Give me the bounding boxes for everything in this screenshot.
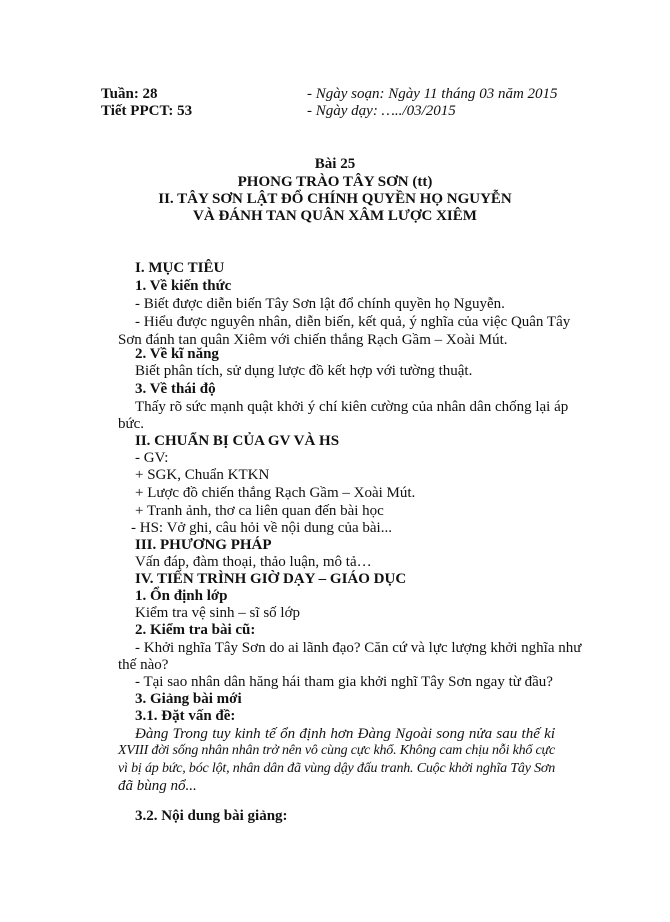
week-label: Tuần: 28	[101, 86, 158, 102]
part-title-line1: II. TÂY SƠN LẬT ĐỔ CHÍNH QUYỀN HỌ NGUYỄN	[158, 191, 512, 207]
list-item: + SGK, Chuẩn KTKN	[135, 467, 270, 483]
section-2-heading: II. CHUẨN BỊ CỦA GV VÀ HS	[135, 433, 340, 449]
paragraph: Đàng Trong tuy kinh tế ổn định hơn Đàng Ngoài song nửa sau thế kỉ	[135, 726, 555, 742]
list-item: + Tranh ảnh, thơ ca liên quan đến bài học	[135, 503, 384, 519]
list-item: - GV:	[135, 450, 169, 466]
paragraph: thế nào?	[118, 657, 169, 673]
paragraph: - Tại sao nhân dân hăng hái tham gia khởi nghĩ Tây Sơn ngay từ đầu?	[135, 674, 553, 690]
section-3-heading: III. PHƯƠNG PHÁP	[135, 537, 272, 553]
subsection-4-3-2-heading: 3.2. Nội dung bài giảng:	[135, 808, 288, 824]
paragraph: - Biết được diễn biến Tây Sơn lật đổ chính quyền họ Nguyễn.	[135, 296, 505, 312]
paragraph: Thấy rõ sức mạnh quật khởi ý chí kiên cường của nhân dân chống lại áp	[135, 399, 569, 415]
paragraph: Sơn đánh tan quân Xiêm với chiến thắng Rạch Gầm – Xoài Mút.	[118, 332, 508, 348]
teach-date: - Ngày dạy: …../03/2015	[307, 103, 456, 119]
list-item: - HS: Vở ghi, câu hỏi về nội dung của bài...	[131, 520, 392, 536]
subsection-4-1-heading: 1. Ổn định lớp	[135, 588, 228, 604]
paragraph: Vấn đáp, đàm thoại, thảo luận, mô tả…	[135, 554, 372, 570]
paragraph: XVIII đời sống nhân nhân trở nên vô cùng cực khổ. Không cam chịu nỗi khổ cực	[118, 743, 555, 758]
subsection-4-3-heading: 3. Giảng bài mới	[135, 691, 242, 707]
subsection-1-1-heading: 1. Về kiến thức	[135, 278, 232, 294]
paragraph: - Khởi nghĩa Tây Sơn do ai lãnh đạo? Căn cứ và lực lượng khởi nghĩa như	[135, 640, 582, 656]
period-label: Tiết PPCT: 53	[101, 103, 193, 119]
paragraph: - Hiểu được nguyên nhân, diễn biến, kết quả, ý nghĩa của việc Quân Tây	[135, 314, 571, 330]
subsection-1-3-heading: 3. Về thái độ	[135, 381, 216, 397]
lesson-title: PHONG TRÀO TÂY SƠN (tt)	[237, 174, 433, 190]
list-item: + Lược đồ chiến thắng Rạch Gầm – Xoài Mút.	[135, 485, 416, 501]
paragraph: bức.	[118, 416, 145, 432]
subsection-1-2-heading: 2. Về kĩ năng	[135, 346, 219, 362]
paragraph: Kiểm tra vệ sinh – sĩ số lớp	[135, 605, 300, 621]
lesson-number: Bài 25	[314, 156, 356, 172]
paragraph: đã bùng nổ...	[118, 778, 197, 794]
subsection-4-2-heading: 2. Kiểm tra bài cũ:	[135, 622, 256, 638]
section-1-heading: I. MỤC TIÊU	[135, 260, 225, 276]
prep-date: - Ngày soạn: Ngày 11 tháng 03 năm 2015	[307, 86, 558, 102]
paragraph: vì bị áp bức, bóc lột, nhân dân đã vùng dậy đấu tranh. Cuộc khởi nghĩa Tây Sơn	[118, 761, 555, 776]
paragraph: Biết phân tích, sử dụng lược đồ kết hợp với tường thuật.	[135, 363, 473, 379]
section-4-heading: IV. TIẾN TRÌNH GIỜ DẠY – GIÁO DỤC	[135, 571, 407, 587]
part-title-line2: VÀ ĐÁNH TAN QUÂN XÂM LƯỢC XIÊM	[193, 208, 477, 224]
subsection-4-3-1-heading: 3.1. Đặt vấn đề:	[135, 708, 236, 724]
